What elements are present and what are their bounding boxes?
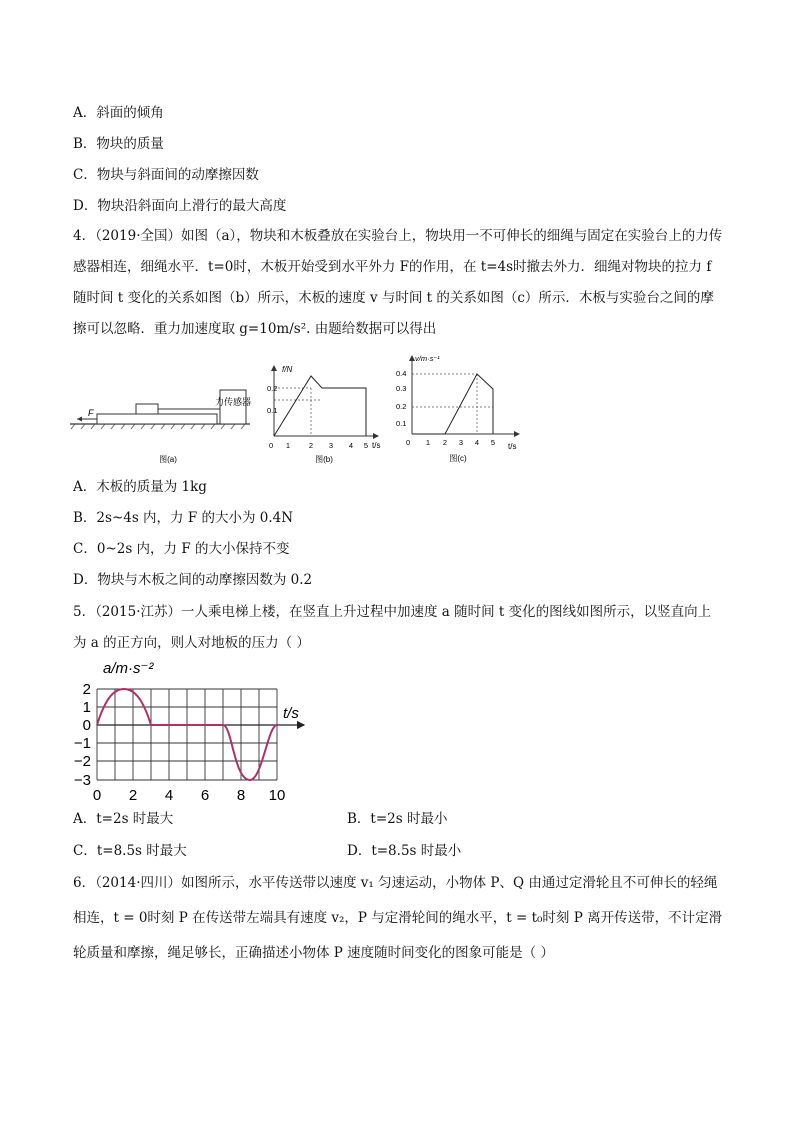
fig-b-xtick-2: 2 [308, 441, 314, 450]
fig-b [258, 360, 386, 470]
force-label: F [88, 408, 94, 418]
sensor-label: 力传感器 [214, 397, 252, 407]
fig-c-ytick-0.1: 0.1 [396, 419, 407, 428]
q5-xlabel: t/s [283, 705, 299, 722]
fig-b-origin: 0 [269, 441, 274, 450]
q5-ytick-0: 0 [82, 717, 91, 734]
q4-option-b: B．2s~4s 内，力 F 的大小为 0.4N [73, 510, 294, 526]
fig-b-ytick-0.2: 0.2 [267, 384, 278, 393]
fig-b-curve [274, 376, 366, 436]
fig-c-origin: 0 [406, 438, 411, 447]
fig-c-ytick-0.4: 0.4 [396, 369, 407, 378]
fig-b-caption: 图(b) [315, 455, 333, 464]
fig-c-xlabel: t/s [508, 442, 517, 451]
board [97, 414, 217, 424]
fig-c-xtick-4: 4 [474, 438, 480, 447]
fig-b-xtick-4: 4 [348, 441, 354, 450]
q5-ytick-m3: −3 [73, 772, 91, 789]
q5-xtick-8: 8 [236, 787, 246, 804]
fig-c-caption: 图(c) [449, 454, 467, 463]
q6-line3: 轮质量和摩擦，绳足够长，正确描述小物体 P 速度随时间变化的图象可能是（ ） [73, 945, 554, 961]
force-sensor [220, 390, 246, 424]
q5-ytick-m1: −1 [73, 735, 91, 752]
fig-c [395, 352, 527, 470]
fig-c-ytick-0.2: 0.2 [396, 402, 407, 411]
fig-b-xtick-5: 5 [363, 441, 369, 450]
q5-option-b: B．t=2s 时最小 [347, 811, 448, 827]
fig-c-curve [412, 374, 493, 434]
q5-option-a: A．t=2s 时最大 [73, 811, 174, 827]
q5-xtick-2: 2 [128, 787, 138, 804]
fig-c-xtick-5: 5 [490, 438, 496, 447]
q4-stem: 4．（2019·全国）如图（a），物块和木板叠放在实验台上，物块用一不可伸长的细绳与固定在实验台上的力传感器相连，细绳水平．t=0时，木板开始受到水平外力 F的作用，在 t=4s时撤去外力．细绳对物块的拉力 f随时间 t 变化的关系如图（b）所示，木板的速度 v 与时间 t 的关系如图（c）所示．木板与实验台之间的摩擦可以忽略．重力加速度取 g=10m/s². 由题给数据可以得出 [73, 228, 723, 337]
q5-xtick-10: 10 [268, 787, 286, 804]
fig-b-xlabel: t/s [372, 441, 381, 450]
q6-line2: 相连，t = 0时刻 P 在传送带左端具有速度 v₂，P 与定滑轮间的绳水平，t = t₀时刻 P 离开传送带，不计定滑 [73, 910, 723, 926]
q5-ytick-m2: −2 [73, 753, 91, 770]
q5-graph [66, 656, 328, 804]
q6-line1: 6．（2014·四川）如图所示，水平传送带以速度 v₁ 匀速运动，小物体 P、Q 由通过定滑轮且不可伸长的轻绳 [73, 875, 718, 891]
q5-ytick-1: 1 [82, 699, 91, 716]
fig-a-caption: 图(a) [159, 455, 177, 464]
fig-b-xtick-1: 1 [285, 441, 291, 450]
q5-xtick-4: 4 [164, 787, 174, 804]
q3-option-c: C．物块与斜面间的动摩擦因数 [73, 167, 259, 183]
q5-xtick-0: 0 [92, 787, 102, 804]
fig-b-xtick-3: 3 [328, 441, 334, 450]
q4-option-d: D．物块与木板之间的动摩擦因数为 0.2 [73, 572, 313, 588]
q3-option-b: B．物块的质量 [73, 136, 164, 152]
fig-c-xtick-2: 2 [442, 438, 448, 447]
q5-option-c: C．t=8.5s 时最大 [73, 843, 187, 859]
fig-b-ytick-0.1: 0.1 [267, 406, 278, 415]
fig-a [70, 384, 260, 469]
fig-c-ytick-0.3: 0.3 [396, 384, 407, 393]
fig-c-ylabel: v/m·s⁻¹ [415, 354, 440, 363]
q5-ylabel: a/m·s⁻² [103, 660, 154, 677]
block [136, 404, 158, 414]
q4-option-a: A．木板的质量为 1kg [73, 479, 207, 495]
q3-option-a: A．斜面的倾角 [73, 105, 164, 121]
q5-ytick-2: 2 [82, 681, 91, 698]
fig-b-ylabel: f/N [282, 365, 293, 374]
fig-c-xtick-1: 1 [425, 438, 431, 447]
q5-option-d: D．t=8.5s 时最小 [347, 843, 462, 859]
fig-c-xtick-3: 3 [458, 438, 464, 447]
q5-stem-line2: 为 a 的正方向，则人对地板的压力（ ） [73, 635, 310, 651]
q5-xtick-6: 6 [200, 787, 210, 804]
q4-option-c: C．0~2s 内，力 F 的大小保持不变 [73, 541, 290, 557]
q3-option-d: D．物块沿斜面向上滑行的最大高度 [73, 198, 287, 214]
q5-stem-line1: 5．（2015·江苏）一人乘电梯上楼，在竖直上升过程中加速度 a 随时间 t 变化的图线如图所示，以竖直向上 [73, 604, 712, 620]
